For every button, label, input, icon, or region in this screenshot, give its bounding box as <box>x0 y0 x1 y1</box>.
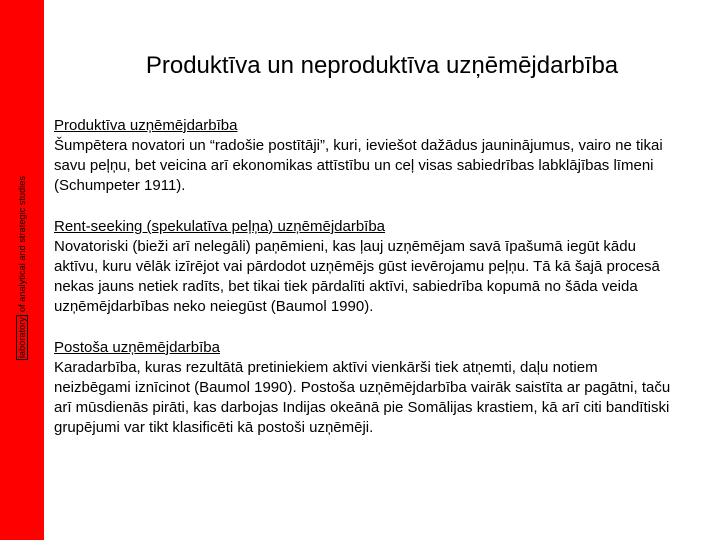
slide-body <box>54 116 674 459</box>
section-productive <box>54 116 674 196</box>
lab-label-boxed: laboratory <box>17 317 27 359</box>
lab-label-rest: of analytical and strategic studies <box>17 175 27 313</box>
section-text: Karadarbība, kuras rezultātā pretiniekiem aktīvi vienkārši tiek atņemti, daļu notiem neizbēgami iznīcinot (Baumol 1990). Postoša uzņēmējdarbība vairāk saistīta ar pagātni, taču arī mūsdienās pirāti, kas darbojas Indijas okeānā pie Somālijas krastiem, kā arī citi bandītiski grupējumi var tikt klasificēti kā postoši uzņēmēji. <box>54 359 671 436</box>
section-heading: Rent-seeking (spekulatīva peļņa) uzņēmējdarbība <box>54 218 386 235</box>
section-destructive <box>54 338 674 438</box>
section-rent-seeking <box>54 217 674 317</box>
section-text: Novatoriski (bieži arī nelegāli) paņēmieni, kas ļauj uzņēmējam savā īpašumā iegūt kādu aktīvu, kuru vēlāk izīrējot vai pārdodot uzņēmējs gūst ievērojamu peļņu. Tā kā šajā procesā nekas jauns netiek radīts, bet tikai tiek pārdalīti aktīvi, sabiedrība kopumā no šāda veida uzņēmējdarbības neko neiegūst (Baumol 1990). <box>54 238 660 315</box>
slide-title: Produktīva un neproduktīva uzņēmējdarbība <box>145 52 619 79</box>
section-heading: Postoša uzņēmējdarbība <box>54 339 220 356</box>
red-side-bar <box>0 0 44 540</box>
section-heading: Produktīva uzņēmējdarbība <box>54 117 238 134</box>
vertical-lab-label <box>17 176 27 360</box>
section-text: Šumpētera novatori un “radošie postītāji”, kuri, ieviešot dažādus jauninājumus, vairo ne tikai savu peļņu, bet veicina arī ekonomikas attīstību un ceļ visas sabiedrības labklājības līmeni (Schumpeter 1911). <box>54 137 663 194</box>
